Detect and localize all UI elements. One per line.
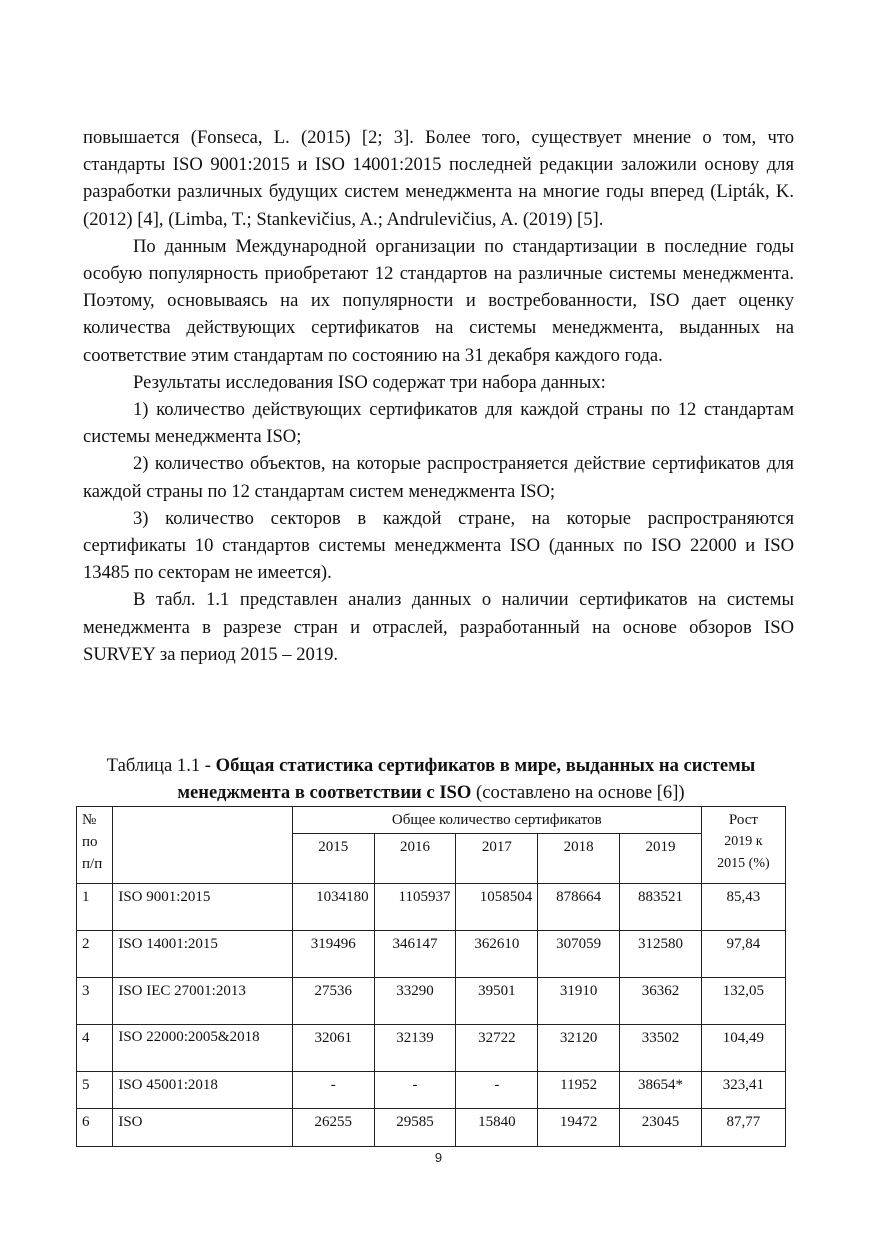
table-row <box>77 978 786 1025</box>
row-value-2019: 38654* <box>620 1072 702 1109</box>
page-number: 9 <box>434 1150 443 1165</box>
row-num: 6 <box>77 1109 113 1147</box>
caption-prefix: Таблица 1.1 - <box>106 755 216 776</box>
row-growth: 132,05 <box>701 978 785 1025</box>
row-value-2019: 33502 <box>620 1025 702 1072</box>
header-growth-line: 2019 к <box>724 834 763 849</box>
table-row <box>77 884 786 931</box>
row-value-2016: 346147 <box>374 931 456 978</box>
header-growth-line: Рост <box>728 812 758 828</box>
row-value-2017: 39501 <box>456 978 538 1025</box>
row-growth: 323,41 <box>701 1072 785 1109</box>
row-value-2019: 23045 <box>620 1109 702 1147</box>
table-row <box>77 931 786 978</box>
row-standard-name: ISO 45001:2018 <box>113 1072 293 1109</box>
header-num-line: п/п <box>82 856 103 872</box>
paragraph-iso-standards: По данным Международной организации по стандартизации в последние годы особую популярность приобретают 12 стандартов на различные системы менеджмента. Поэтому, основываясь на их популярности и востребованности, ISO дает оценку количества действующих сертификатов на системы менеджмента, выданных на соответствие этим стандартам по состоянию на 31 декабря каждого года. <box>83 235 794 366</box>
row-value-2018: 32120 <box>538 1025 620 1072</box>
row-value-2016: - <box>374 1072 456 1109</box>
row-num: 1 <box>77 884 113 931</box>
table-row <box>77 1025 786 1072</box>
row-value-2015: 32061 <box>292 1025 374 1072</box>
row-value-2016: 32139 <box>374 1025 456 1072</box>
row-value-2016: 33290 <box>374 978 456 1025</box>
row-value-2017: 1058504 <box>456 884 538 931</box>
certificate-statistics-table <box>76 806 786 1147</box>
row-num: 3 <box>77 978 113 1025</box>
table-row <box>77 1072 786 1109</box>
row-growth: 104,49 <box>701 1025 785 1072</box>
header-year-2019: 2019 <box>620 834 702 884</box>
row-standard-name: ISO <box>113 1109 293 1147</box>
table-header-row <box>77 807 786 834</box>
header-year-2016: 2016 <box>374 834 456 884</box>
row-value-2018: 31910 <box>538 978 620 1025</box>
header-growth-line: 2015 (%) <box>717 856 770 871</box>
row-value-2015: 319496 <box>292 931 374 978</box>
row-value-2015: 27536 <box>292 978 374 1025</box>
row-num: 5 <box>77 1072 113 1109</box>
row-num: 4 <box>77 1025 113 1072</box>
paragraph-data-sets-intro: Результаты исследования ISO содержат три набора данных: <box>133 371 606 393</box>
paragraph-list-item-2: 2) количество объектов, на которые распространяется действие сертификатов для каждой страны по 12 стандартам систем менеджмента ISO; <box>83 453 794 502</box>
row-growth: 97,84 <box>701 931 785 978</box>
row-standard-name: ISO 22000:2005&2018 <box>113 1025 293 1072</box>
header-num-line: № <box>82 812 97 828</box>
row-value-2018: 11952 <box>538 1072 620 1109</box>
row-value-2019: 883521 <box>620 884 702 931</box>
row-value-2019: 36362 <box>620 978 702 1025</box>
header-year-2015: 2015 <box>292 834 374 884</box>
body-text <box>83 124 794 668</box>
paragraph-list-item-1: 1) количество действующих сертификатов для каждой страны по 12 стандартам системы менеджмента ISO; <box>83 399 794 448</box>
row-value-2017: 32722 <box>456 1025 538 1072</box>
row-num: 2 <box>77 931 113 978</box>
paragraph-list-item-3: 3) количество секторов в каждой стране, на которые распространяются сертификаты 10 стандартов системы менеджмента ISO (данных по ISO 22000 и ISO 13485 по секторам не имеется). <box>83 507 794 584</box>
row-value-2016: 29585 <box>374 1109 456 1147</box>
row-value-2015: - <box>292 1072 374 1109</box>
header-num-line: по <box>82 834 98 850</box>
header-growth-cell <box>701 807 785 884</box>
row-value-2018: 878664 <box>538 884 620 931</box>
paragraph-table-reference: В табл. 1.1 представлен анализ данных о наличии сертификатов на системы менеджмента в разрезе стран и отраслей, разработанный на основе обзоров ISO SURVEY за период 2015 – 2019. <box>83 589 794 665</box>
row-growth: 85,43 <box>701 884 785 931</box>
paragraph-continuation: повышается (Fonseca, L. (2015) [2; 3]. Более того, существует мнение о том, что стандарты ISO 9001:2015 и ISO 14001:2015 последней редакции заложили основу для разработки различных будущих систем менеджмента на многие годы вперед (Lipták, K. (2012) [4], (Limba, T.; Stankevičius, A.; Andrulevičius, A. (2019) [5]. <box>83 127 794 230</box>
caption-title: Общая статистика сертификатов в мире, выданных на системы менеджмента в соответствии с ISO <box>177 755 756 803</box>
row-standard-name: ISO IEC 27001:2013 <box>113 978 293 1025</box>
row-value-2017: 362610 <box>456 931 538 978</box>
header-name-cell <box>113 807 293 884</box>
row-value-2018: 307059 <box>538 931 620 978</box>
row-value-2016: 1105937 <box>374 884 456 931</box>
table-caption <box>76 752 786 806</box>
row-value-2018: 19472 <box>538 1109 620 1147</box>
row-value-2019: 312580 <box>620 931 702 978</box>
row-value-2015: 1034180 <box>292 884 374 931</box>
header-num-cell <box>77 807 113 884</box>
row-standard-name: ISO 9001:2015 <box>113 884 293 931</box>
header-year-2017: 2017 <box>456 834 538 884</box>
table-row <box>77 1109 786 1147</box>
header-year-2018: 2018 <box>538 834 620 884</box>
row-value-2017: - <box>456 1072 538 1109</box>
row-value-2015: 26255 <box>292 1109 374 1147</box>
caption-source: (составлено на основе [6]) <box>471 782 685 803</box>
row-standard-name: ISO 14001:2015 <box>113 931 293 978</box>
row-value-2017: 15840 <box>456 1109 538 1147</box>
header-total-certificates: Общее количество сертификатов <box>292 807 701 834</box>
row-growth: 87,77 <box>701 1109 785 1147</box>
